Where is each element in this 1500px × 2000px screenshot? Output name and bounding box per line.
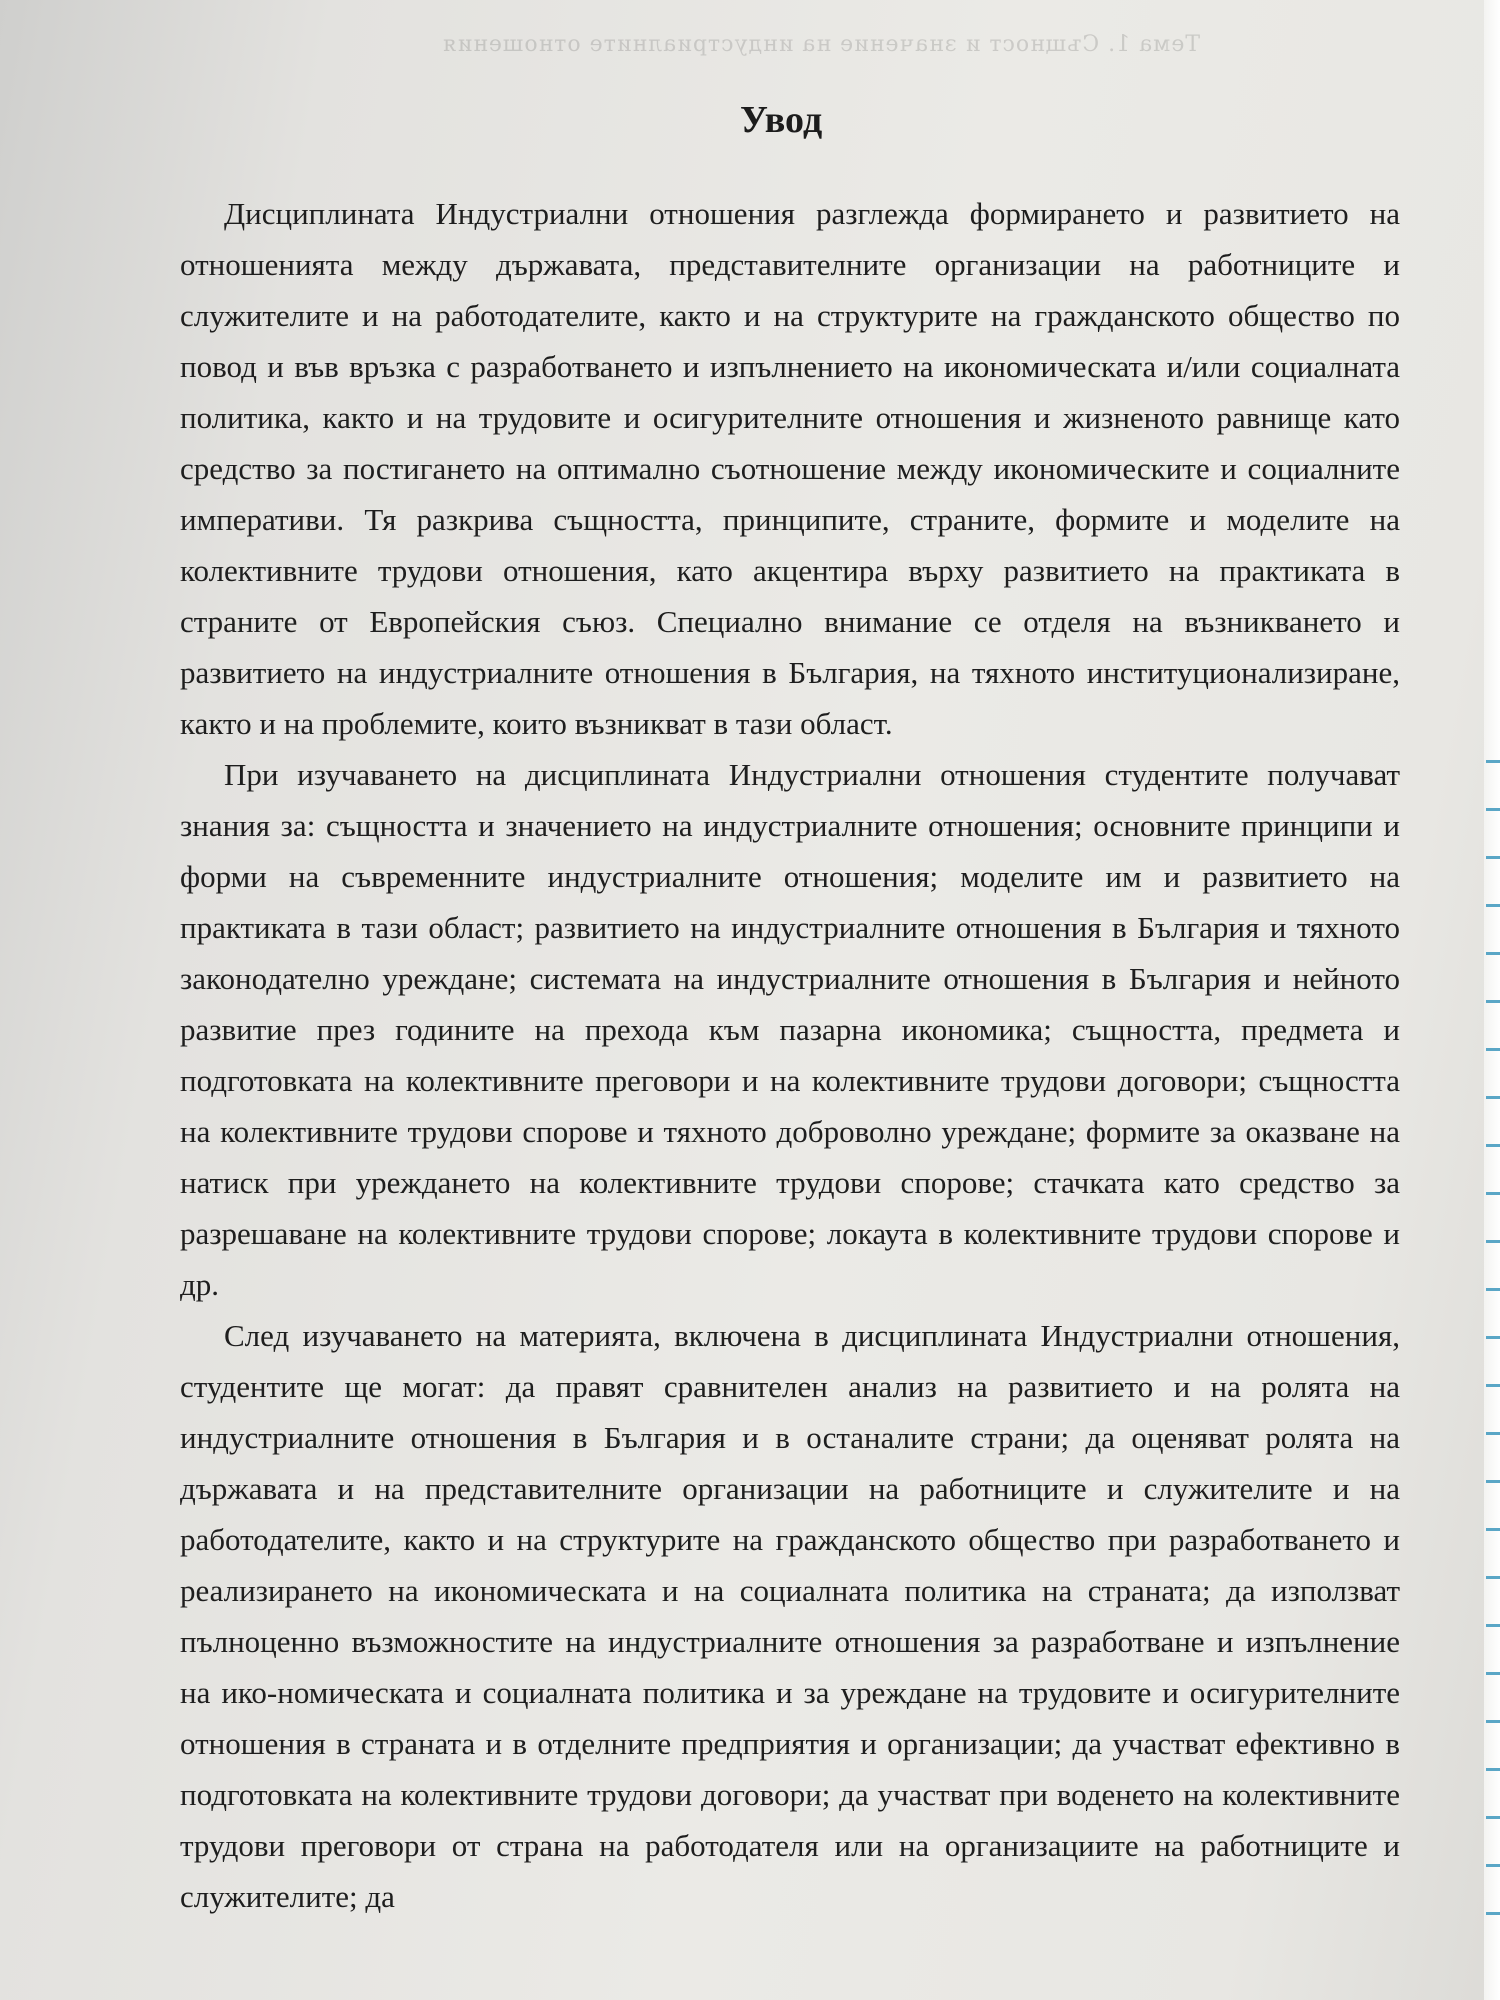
body-text bbox=[180, 188, 1400, 1922]
paragraph-1: Дисциплината Индустриални отношения разглежда формирането и развитието на отношенията между държавата, представителните организации на работниците и служителите и на работодателите, както и на структурите на гражданското общество по повод и във връзка с разработването и изпълнението на икономическата и/или социалната политика, както и на трудовите и осигурителните отношения и жизненото равнище като средство за постигането на оптимално съотношение между икономическите и социалните императиви. Тя разкрива същността, принципите, страните, формите и моделите на колективните трудови отношения, като акцентира върху развитието на практиката в страните от Европейския съюз. Специално внимание се отделя на възникването и развитието на индустриалните отношения в България, на тяхното институционализиране, както и на проблемите, които възникват в тази област. bbox=[180, 196, 1400, 741]
paragraph-2: При изучаването на дисциплината Индустриални отношения студентите получават знания за: същността и значението на индустриалните отношения; основните принципи и форми на съвременните индустриалните отношения; моделите им и развитието на практиката в тази област; развитието на индустриалните отношения в България и тяхното законодателно уреждане; системата на индустриалните отношения в България и нейното развитие през годините на прехода към пазарна икономика; същността, предмета и подготовката на колективните преговори и на колективните трудови договори; същността на колективните трудови спорове и тяхното доброволно уреждане; формите за оказване на натиск при уреждането на колективните трудови спорове; стачката като средство за разрешаване на колективните трудови спорове; локаута в колективните трудови спорове и др. bbox=[180, 757, 1400, 1302]
page-title: Увод bbox=[740, 99, 823, 141]
page-edge-tabs bbox=[1486, 0, 1500, 2000]
bleed-through-line bbox=[560, 112, 1380, 137]
paragraph-3: След изучаването на материята, включена в дисциплината Индустриални отношения, студентите ще могат: да правят сравнителен анализ на развитието и на ролята на индустриалните отношения в България и в останалите страни; да оценяват ролята на държавата и на представителните организации на работниците и служителите и на работодателите, както и на структурите на гражданското общество при разработването и реализирането на икономическата и на социалната политика на страната; да използват пълноценно възможностите на индустриалните отношения за разработване и изпълнение на ико-номическата и социалната политика и за уреждане на трудовите и осигурителните отношения в страната и в отделните предприятия и организации; да участват ефективно в подготовката на колективните трудови договори; да участват при воденето на колективните трудови преговори от страна на работодателя или на организациите на работниците и служителите; да bbox=[180, 1318, 1400, 1914]
bleed-through-header: Тема 1. Същност и значение на индустриалните отношения bbox=[441, 32, 1200, 57]
